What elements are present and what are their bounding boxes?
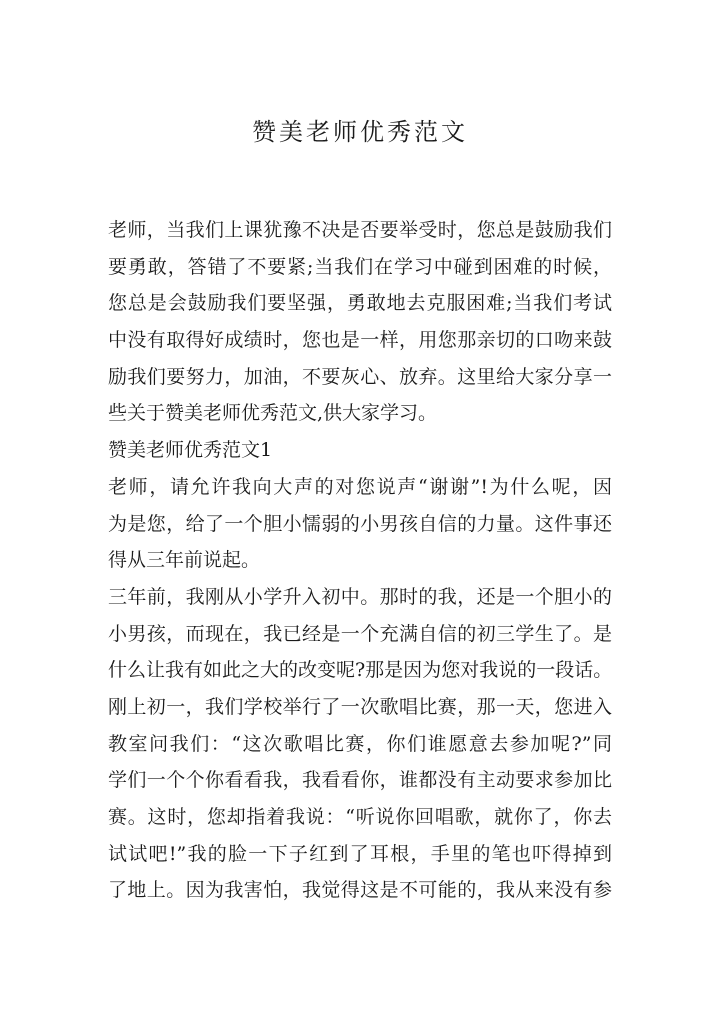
text-line: 试试吧!”我的脸一下子红到了耳根，手里的笔也吓得掉到 [108,842,612,865]
text-line: 为是您，给了一个胆小懦弱的小男孩自信的力量。这件事还 [108,512,612,535]
text-line: 老师，当我们上课犹豫不决是否要举受时，您总是鼓励我们 [108,219,612,241]
text-line: 教室问我们：“这次歌唱比赛，你们谁愿意去参加呢?”同 [108,732,612,755]
text-line: 老师，请允许我向大声的对您说声“谢谢”!为什么呢，因 [108,475,612,498]
text-line: 什么让我有如此之大的改变呢?那是因为您对我说的一段话。 [108,659,612,682]
text-line: 学们一个个你看看我，我看看你，谁都没有主动要求参加比 [108,769,612,792]
text-line: 您总是会鼓励我们要坚强，勇敢地去克服困难;当我们考试 [108,292,612,315]
text-line: 刚上初一，我们学校举行了一次歌唱比赛，那一天，您进入 [108,695,612,718]
text-line: 赛。这时，您却指着我说：“听说你回唱歌，就你了，你去 [108,806,612,828]
text-line: 要勇敢，答错了不要紧;当我们在学习中碰到困难的时候， [108,255,612,278]
document-body [108,212,612,909]
document-title: 赞美老师优秀范文 [252,118,468,146]
text-line: 中没有取得好成绩时，您也是一样，用您那亲切的口吻来鼓 [108,329,612,352]
text-line: 了地上。因为我害怕，我觉得这是不可能的，我从来没有参 [108,879,612,902]
text-line: 些关于赞美老师优秀范文,供大家学习。 [108,402,438,425]
text-line: 小男孩，而现在，我已经是一个充满自信的初三学生了。是 [108,622,612,645]
section-heading: 赞美老师优秀范文1 [108,439,273,462]
text-line: 得从三年前说起。 [108,549,261,572]
text-line: 励我们要努力，加油，不要灰心、放弃。这里给大家分享一 [108,365,612,388]
text-line: 三年前，我刚从小学升入初中。那时的我，还是一个胆小的 [108,585,612,608]
